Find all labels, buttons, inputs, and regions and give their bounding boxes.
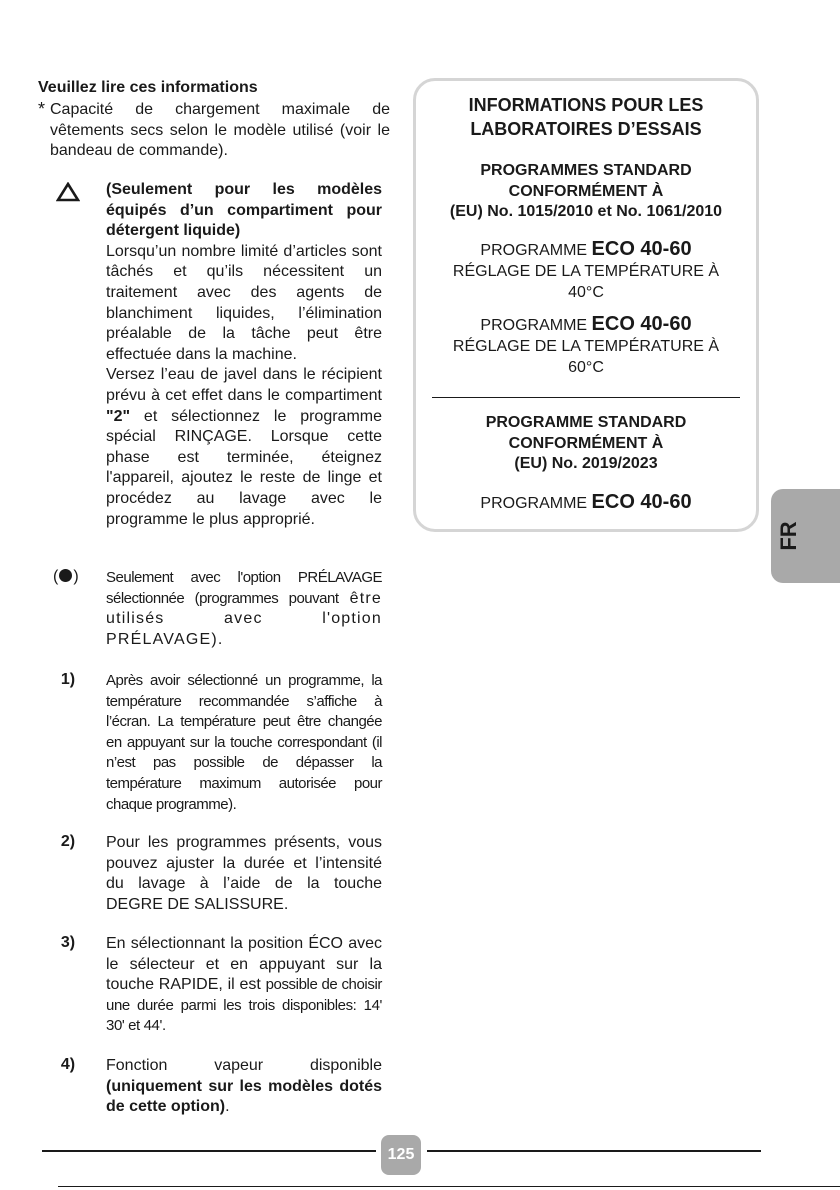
note-4-end: . — [225, 1098, 230, 1116]
note-3-text-b: possible de choisir une durée parmi les trois disponibles: 14' 30' et 44'. — [106, 976, 382, 1035]
prewash-marker: ( ) — [53, 568, 79, 585]
eco-program-name: ECO 40-60 — [591, 491, 692, 513]
eco-program-2019: PROGRAMME ECO 40-60 — [480, 491, 692, 513]
note-4 — [38, 1056, 382, 1118]
note-number: 2) — [60, 833, 76, 850]
prewash-text-b: être utilisés avec l'option PRÉLAVAGE). — [106, 589, 382, 648]
language-tab — [771, 489, 840, 583]
note-2-text: Pour les programmes présents, vous pouvez ajuster la durée et l’intensité du lavage à l’aide de la touche DEGRE DE SALISSURE. — [106, 834, 382, 913]
temp-setting-label: RÉGLAGE DE LA TEMPÉRATURE À — [452, 338, 720, 355]
lab-info-title: INFORMATIONS POUR LES LABORATOIRES D’ESSAIS — [468, 95, 704, 139]
page-number: 125 — [381, 1135, 421, 1175]
capacity-note — [38, 100, 390, 162]
eco-program-name: ECO 40-60 — [591, 313, 692, 335]
box-divider — [432, 397, 740, 398]
intro-section — [38, 78, 390, 162]
bleach-note-compartment: "2" — [106, 407, 131, 425]
eco-40-program: PROGRAMME ECO 40-60 RÉGLAGE DE LA TEMPÉRATURE À 40°C — [416, 239, 756, 303]
note-3-text-a: En sélectionnant la position ÉCO avec le sélecteur et en appuyant sur la touche RAPIDE, il est — [106, 935, 382, 994]
bleach-note-p2-pre: Versez l’eau de javel dans le récipient prévu à cet effet dans le compartiment — [106, 366, 382, 404]
standard-programs-1: PROGRAMMES STANDARD CONFORMÉMENT À (EU) No. 1015/2010 et No. 1061/2010 — [449, 162, 723, 220]
note-number: 1) — [60, 671, 76, 688]
note-1-text: Après avoir sélectionné un programme, la température recommandée s’affiche à l’écran. La température peut être changée en appuyant sur la touche correspondant (il n’est pas possible de dépasser la température maximum autorisée pour chaque programme). — [106, 672, 382, 813]
capacity-note-text: Capacité de chargement maximale de vêtements secs selon le modèle utilisé (voir le bandeau de commande). — [50, 101, 390, 159]
bottom-rule — [58, 1186, 840, 1187]
note-1 — [38, 671, 382, 815]
note-3 — [38, 934, 382, 1037]
prewash-note-body — [106, 568, 382, 650]
prewash-note — [38, 568, 382, 650]
standard-programs-2: PROGRAMME STANDARD CONFORMÉMENT À (EU) No. 2019/2023 — [485, 414, 687, 472]
prewash-text-a: Seulement avec l'option PRÉLAVAGE sélectionnée (programmes pouvant — [106, 569, 382, 607]
note-number: 3) — [60, 934, 76, 951]
bleach-note-title: (Seulement pour les modèles équipés d’un compartiment pour détergent liquide) — [106, 181, 382, 240]
note-4-bold: (uniquement sur les modèles dotés de cette option) — [106, 1077, 382, 1116]
temp-40: 40°C — [568, 284, 604, 301]
note-3-body — [106, 934, 382, 1037]
bleach-note — [38, 180, 382, 530]
bleach-note-body — [106, 180, 382, 530]
bleach-note-p2-post: et sélectionnez le programme spécial RINÇAGE. Lorsque cette phase est terminée, éteignez l'appareil, ajoutez le reste de linge et procédez au lavage avec le programme le plus approprié. — [106, 407, 382, 528]
footer-line-right — [427, 1150, 761, 1152]
section-heading: Veuillez lire ces informations — [38, 79, 258, 96]
temp-60: 60°C — [568, 359, 604, 376]
note-number: 4) — [60, 1056, 76, 1073]
note-4-body — [106, 1056, 382, 1118]
note-2 — [38, 833, 382, 915]
filled-circle-icon — [59, 569, 72, 582]
bleach-note-p1: Lorsqu’un nombre limité d’articles sont tâchés et qu’ils nécessitent un traitement avec des agents de blanchiment liquides, l’élimination préalable de la tâche peut être effectuée dans la machine. — [106, 242, 382, 363]
asterisk-symbol: * — [38, 99, 46, 119]
lab-info-box — [413, 78, 759, 532]
warning-triangle-icon — [56, 182, 80, 202]
eco-program-name: ECO 40-60 — [591, 238, 692, 260]
footer-line-left — [42, 1150, 376, 1152]
eco-60-program: PROGRAMME ECO 40-60 RÉGLAGE DE LA TEMPÉRATURE À 60°C — [416, 314, 756, 378]
language-code: FR — [776, 521, 801, 551]
temp-setting-label: RÉGLAGE DE LA TEMPÉRATURE À — [452, 263, 720, 280]
note-4-text: Fonction vapeur disponible — [106, 1057, 382, 1074]
